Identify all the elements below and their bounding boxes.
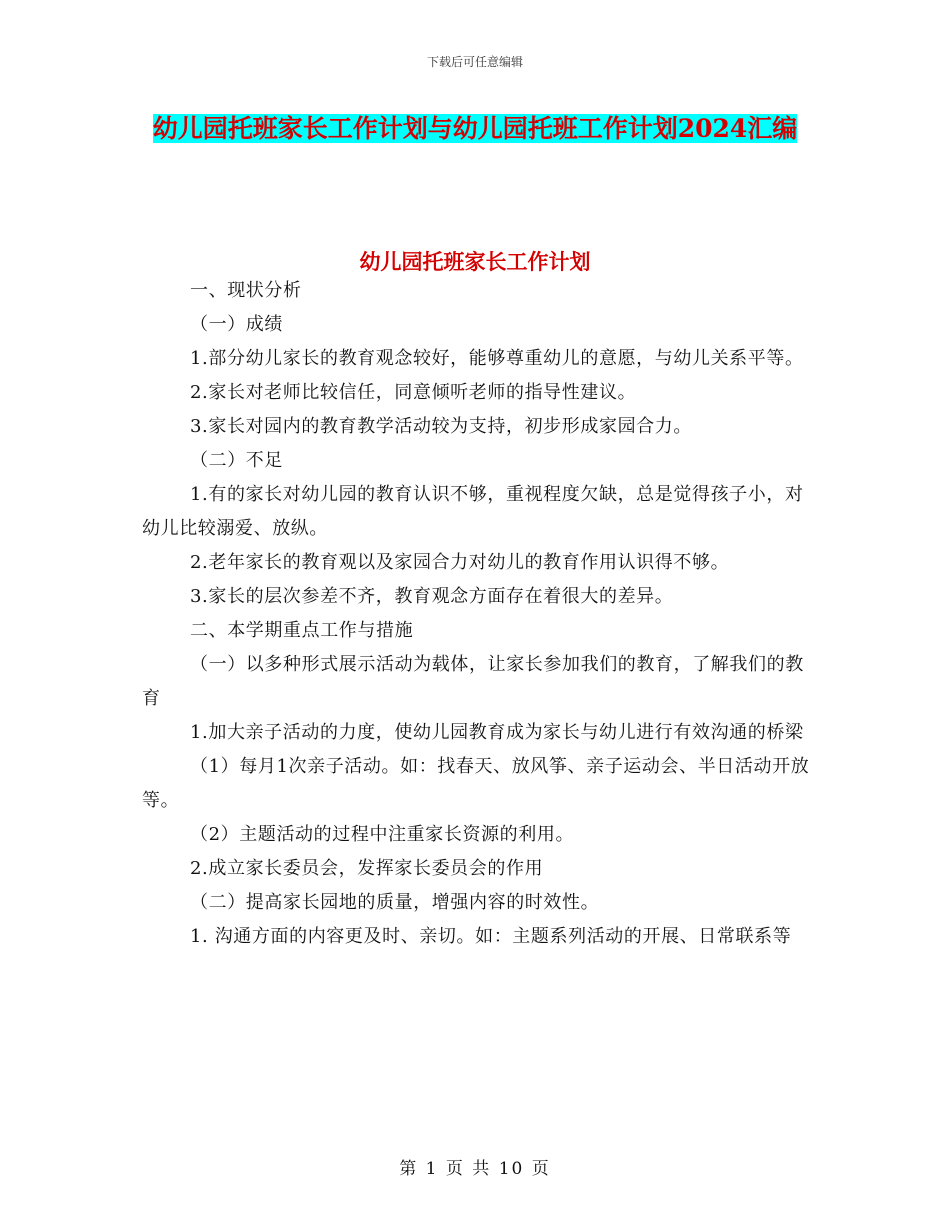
paragraph: （一）成绩 <box>190 314 283 335</box>
paragraph: 1.有的家长对幼儿园的教育认识不够，重视程度欠缺，总是觉得孩子小，对幼儿比较溺爱、放纵。 <box>142 484 804 539</box>
paragraph: 2.老年家长的教育观以及家园合力对幼儿的教育作用认识得不够。 <box>190 552 730 573</box>
paragraph: 1.部分幼儿家长的教育观念较好，能够尊重幼儿的意愿，与幼儿关系平等。 <box>190 348 804 369</box>
paragraph: 3.家长的层次参差不齐，教育观念方面存在着很大的差异。 <box>190 586 674 607</box>
paragraph: （二）不足 <box>190 450 283 471</box>
document-title <box>140 106 810 152</box>
section-title: 幼儿园托班家长工作计划 <box>359 249 591 274</box>
document-title-text: 幼儿园托班家长工作计划与幼儿园托班工作计划2024汇编 <box>152 114 798 143</box>
paragraph: 一、现状分析 <box>190 280 302 301</box>
paragraph: 2.成立家长委员会，发挥家长委员会的作用 <box>190 858 544 879</box>
page-header: 下载后可任意编辑 <box>426 55 523 69</box>
paragraph: 2.家长对老师比较信任，同意倾听老师的指导性建议。 <box>190 382 637 403</box>
page-footer: 第 1 页 共 10 页 <box>399 1159 551 1179</box>
paragraph: 二、本学期重点工作与措施 <box>190 620 414 641</box>
paragraph: 1. 沟通方面的内容更及时、亲切。如：主题系列活动的开展、日常联系等 <box>190 926 792 947</box>
paragraph: 3.家长对园内的教育教学活动较为支持，初步形成家园合力。 <box>190 416 692 437</box>
paragraph: 1.加大亲子活动的力度，使幼儿园教育成为家长与幼儿进行有效沟通的桥梁 <box>190 722 804 743</box>
document-body <box>142 274 810 954</box>
paragraph: （一）以多种形式展示活动为载体，让家长参加我们的教育，了解我们的教育 <box>142 654 804 709</box>
paragraph: （2）主题活动的过程中注重家长资源的利用。 <box>190 824 575 845</box>
paragraph: （二）提高家长园地的质量，增强内容的时效性。 <box>190 892 600 913</box>
paragraph: （1）每月1次亲子活动。如：找春天、放风筝、亲子运动会、半日活动开放等。 <box>142 756 810 811</box>
